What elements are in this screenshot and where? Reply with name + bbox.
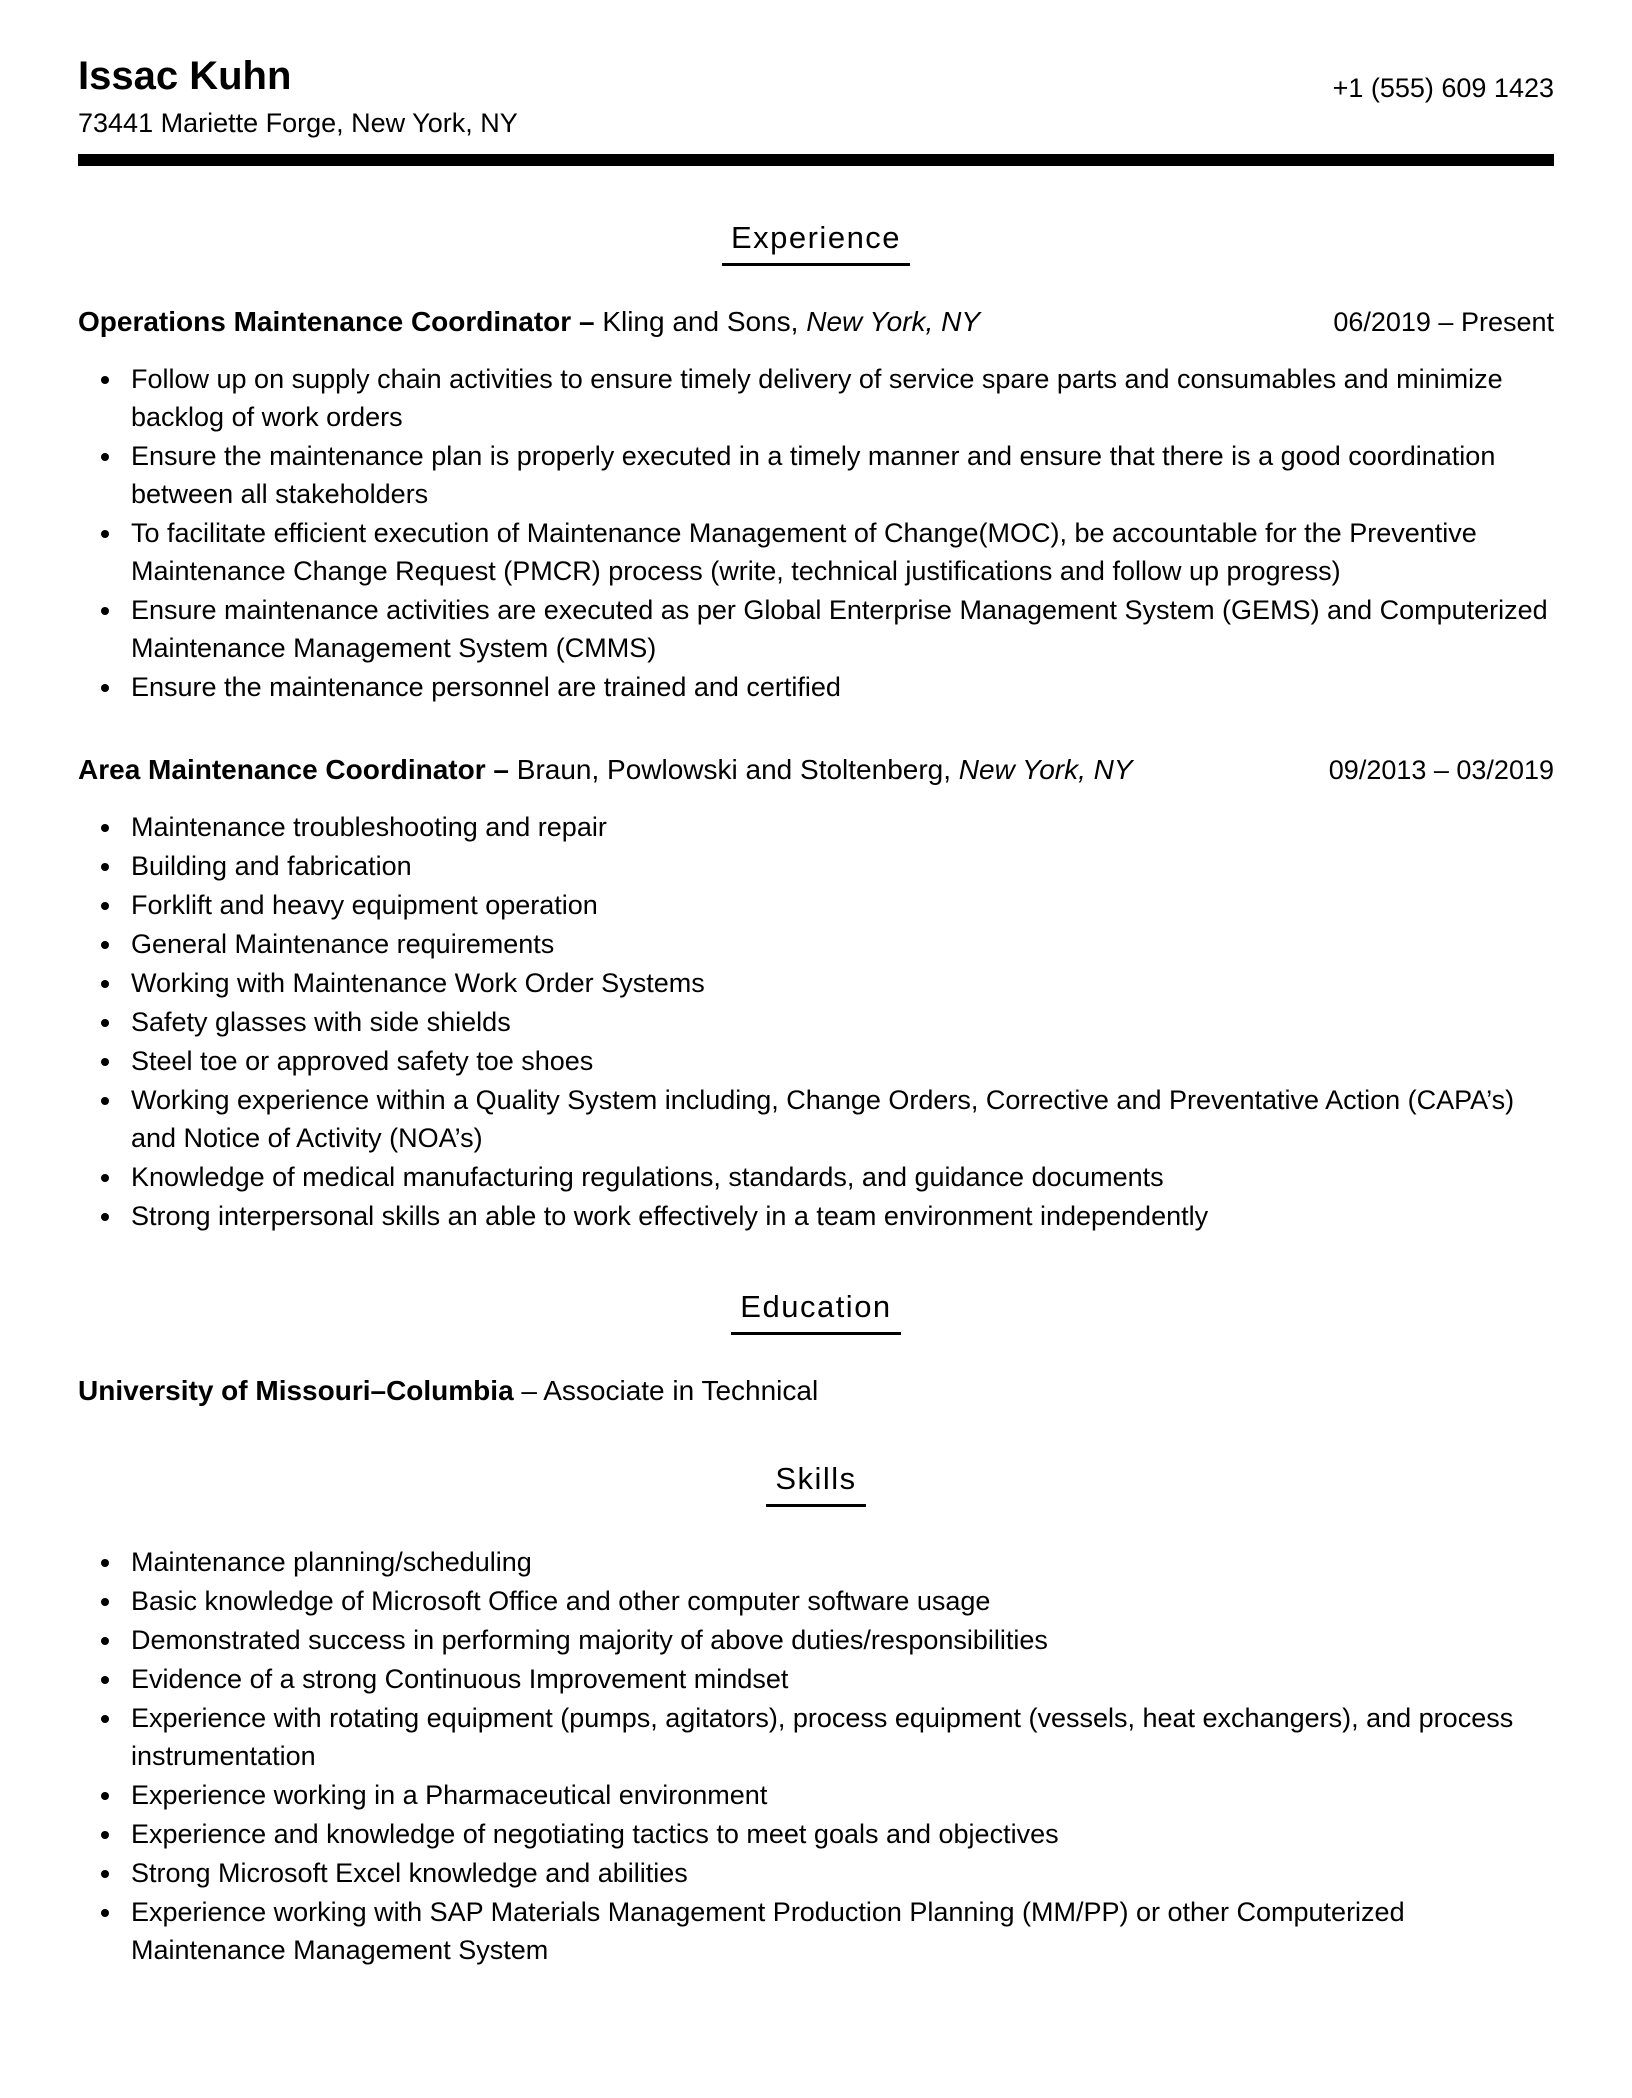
- bullet-item: • Experience working in a Pharmaceutical environment: [124, 1776, 1554, 1814]
- bullet-item: • Maintenance troubleshooting and repair: [124, 808, 1554, 846]
- job-location: New York, NY: [806, 305, 981, 337]
- bullet-item: • Demonstrated success in performing majority of above duties/responsibilities: [124, 1621, 1554, 1659]
- person-name: Issac Kuhn: [78, 54, 292, 98]
- job-location: New York, NY: [958, 753, 1133, 785]
- job-title-text: [78, 304, 980, 339]
- bullet-item: • Experience and knowledge of negotiating tactics to meet goals and objectives: [124, 1815, 1554, 1853]
- job-dates: 09/2013 – 03/2019: [1328, 754, 1554, 785]
- job-entry-operations: [78, 304, 1554, 706]
- resume-header: [78, 54, 1554, 139]
- job-company: Kling and Sons,: [602, 305, 807, 337]
- bullet-item: • Forklift and heavy equipment operation: [124, 886, 1554, 924]
- bullet-item: • Basic knowledge of Microsoft Office and other computer software usage: [124, 1582, 1554, 1620]
- bullet-item: • Steel toe or approved safety toe shoes: [124, 1042, 1554, 1080]
- skills-heading: Skills: [766, 1461, 865, 1507]
- bullet-item: • Ensure the maintenance personnel are trained and certified: [124, 668, 1554, 706]
- bullet-item: • Strong interpersonal skills an able to work effectively in a team environment independently: [124, 1197, 1554, 1235]
- bullet-item: • Ensure maintenance activities are executed as per Global Enterprise Management System (GEMS) and Computerized Maintenance Management System (CMMS): [124, 591, 1554, 667]
- header-identity: [78, 54, 518, 139]
- bullet-item: • Maintenance planning/scheduling: [124, 1543, 1554, 1581]
- education-heading-wrap: [78, 1289, 1554, 1335]
- bullet-item: • Ensure the maintenance plan is properly executed in a timely manner and ensure that there is a good coordination between all stakeholders: [124, 437, 1554, 513]
- job-bullet-list: [78, 808, 1554, 1235]
- bullet-item: • Working experience within a Quality System including, Change Orders, Corrective and Preventative Action (CAPA’s) and Notice of Activity (NOA’s): [124, 1081, 1554, 1157]
- bullet-item: • To facilitate efficient execution of Maintenance Management of Change(MOC), be accountable for the Preventive Maintenance Change Request (PMCR) process (write, technical justifications and follow up progress): [124, 514, 1554, 590]
- job-dates: 06/2019 – Present: [1333, 306, 1554, 337]
- education-heading: Education: [731, 1289, 900, 1335]
- bullet-item: • Strong Microsoft Excel knowledge and abilities: [124, 1854, 1554, 1892]
- school-name: University of Missouri–Columbia: [78, 1374, 514, 1406]
- job-title-line: [78, 304, 1554, 339]
- experience-heading-wrap: [78, 220, 1554, 266]
- bullet-item: • Follow up on supply chain activities to ensure timely delivery of service spare parts and consumables and minimize backlog of work orders: [124, 360, 1554, 436]
- education-entry: [78, 1375, 1554, 1407]
- skills-heading-wrap: [78, 1461, 1554, 1507]
- section-experience: [78, 220, 1554, 1235]
- job-bullet-list: [78, 360, 1554, 706]
- experience-heading: Experience: [722, 220, 910, 266]
- skills-bullet-list: [78, 1543, 1554, 1969]
- degree-name: – Associate in Technical: [513, 1374, 819, 1406]
- job-title: Operations Maintenance Coordinator –: [78, 305, 603, 337]
- bullet-item: • Evidence of a strong Continuous Improvement mindset: [124, 1660, 1554, 1698]
- phone-number: +1 (555) 609 1423: [1332, 73, 1554, 103]
- bullet-item: • Working with Maintenance Work Order Systems: [124, 964, 1554, 1002]
- section-education: [78, 1289, 1554, 1407]
- bullet-item: • Knowledge of medical manufacturing regulations, standards, and guidance documents: [124, 1158, 1554, 1196]
- header-divider: [78, 154, 1554, 166]
- bullet-item: • Experience with rotating equipment (pumps, agitators), process equipment (vessels, heat exchangers), and process instrumentation: [124, 1699, 1554, 1775]
- address: 73441 Mariette Forge, New York, NY: [78, 107, 518, 138]
- job-entry-area: [78, 752, 1554, 1235]
- bullet-item: • General Maintenance requirements: [124, 925, 1554, 963]
- job-title: Area Maintenance Coordinator –: [78, 753, 517, 785]
- job-title-text: [78, 752, 1133, 787]
- bullet-item: • Safety glasses with side shields: [124, 1003, 1554, 1041]
- section-skills: [78, 1461, 1554, 1969]
- job-company: Braun, Powlowski and Stoltenberg,: [516, 753, 959, 785]
- bullet-item: • Building and fabrication: [124, 847, 1554, 885]
- bullet-item: • Experience working with SAP Materials Management Production Planning (MM/PP) or other Computerized Maintenance Management System: [124, 1893, 1554, 1969]
- job-title-line: [78, 752, 1554, 787]
